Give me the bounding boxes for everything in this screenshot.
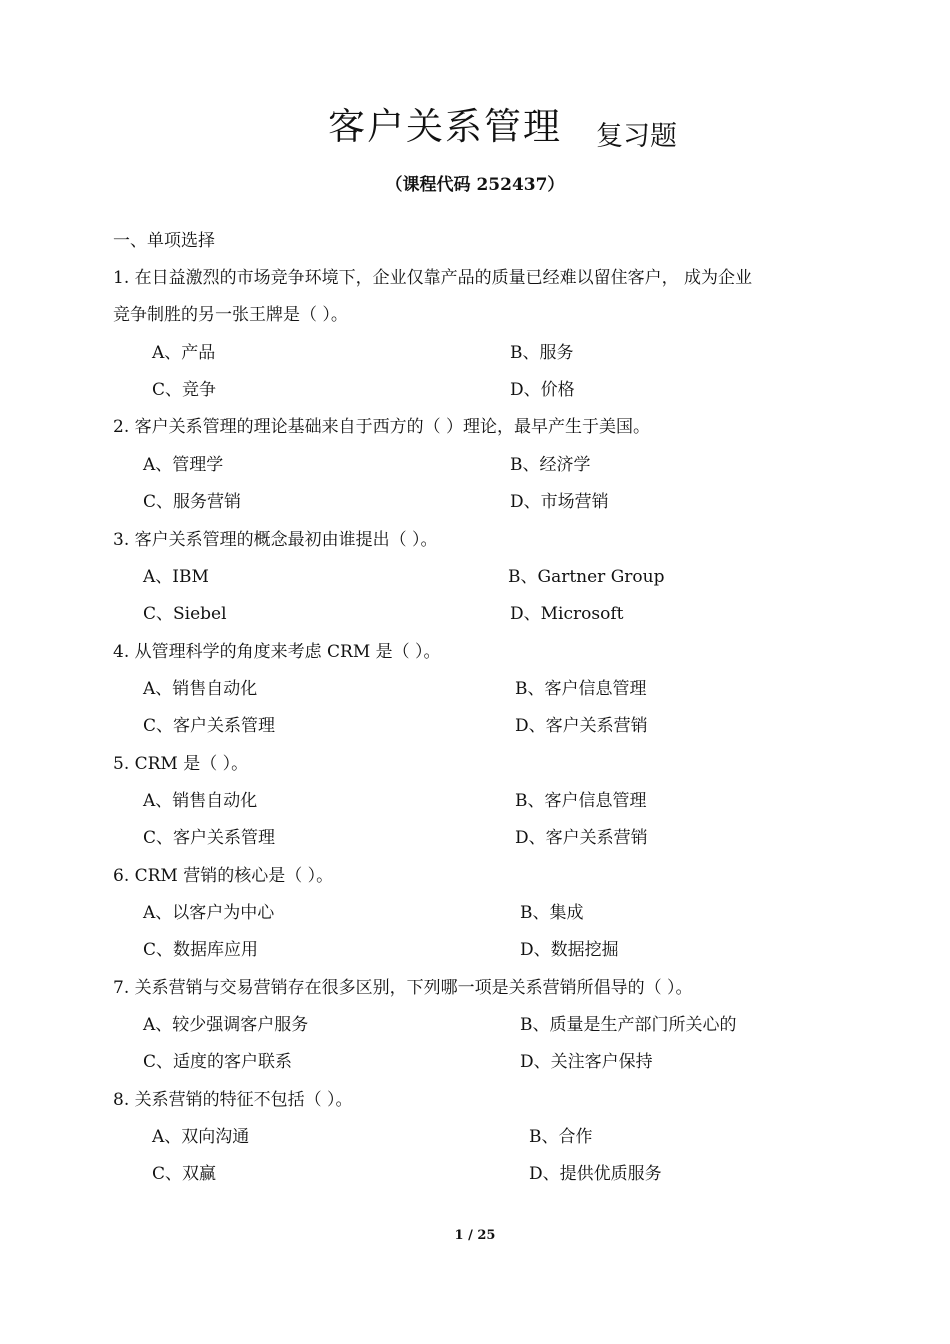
question-6: 6. CRM 营销的核心是（ ）。 [113,866,334,886]
option-4a: A、销售自动化 [143,679,258,699]
option-2c: C、服务营销 [143,492,242,512]
course-code: （课程代码 252437） [385,175,565,195]
option-8b: B、合作 [529,1127,593,1147]
question-8: 8. 关系营销的特征不包括（ ）。 [113,1090,353,1110]
option-8a: A、双向沟通 [152,1127,250,1147]
option-8d: D、提供优质服务 [529,1164,662,1184]
option-3d: D、Microsoft [510,604,624,624]
question-7: 7. 关系营销与交易营销存在很多区别，下列哪一项是关系营销所倡导的（ ）。 [113,978,693,998]
option-5d: D、客户关系营销 [515,828,648,848]
option-4b: B、客户信息管理 [515,679,647,699]
option-6c: C、数据库应用 [143,940,259,960]
page-subtitle: 复习题 [596,121,677,152]
option-1b: B、服务 [510,343,574,363]
option-3b: B、Gartner Group [508,567,665,587]
option-2b: B、经济学 [510,455,591,475]
option-4d: D、客户关系营销 [515,716,648,736]
option-5c: C、客户关系管理 [143,828,276,848]
option-7a: A、较少强调客户服务 [143,1015,309,1035]
option-4c: C、客户关系管理 [143,716,276,736]
option-8c: C、双赢 [152,1164,217,1184]
option-6d: D、数据挖掘 [520,940,619,960]
option-3a: A、IBM [143,567,209,587]
option-3c: C、Siebel [143,604,227,624]
question-4: 4. 从管理科学的角度来考虑 CRM 是（ ）。 [113,642,441,662]
question-5: 5. CRM 是（ ）。 [113,754,249,774]
section-title: 一、单项选择 [113,231,215,251]
question-1: 1. 在日益激烈的市场竞争环境下，企业仅靠产品的质量已经难以留住客户， 成为企业 [113,268,753,288]
option-1d: D、价格 [510,380,575,400]
option-1c: C、竞争 [152,380,217,400]
page-title: 客户关系管理 [328,105,562,148]
page-number: 1 / 25 [454,1228,496,1243]
question-2: 2. 客户关系管理的理论基础来自于西方的（ ）理论，最早产生于美国。 [113,417,651,437]
option-7b: B、质量是生产部门所关心的 [520,1015,737,1035]
option-6b: B、集成 [520,903,584,923]
question-1-line2: 竞争制胜的另一张王牌是（ ）。 [113,305,348,325]
option-1a: A、产品 [152,343,216,363]
option-7c: C、适度的客户联系 [143,1052,293,1072]
option-2d: D、市场营销 [510,492,609,512]
option-6a: A、以客户为中心 [143,903,275,923]
option-5b: B、客户信息管理 [515,791,647,811]
option-2a: A、管理学 [143,455,224,475]
option-7d: D、关注客户保持 [520,1052,653,1072]
question-3: 3. 客户关系管理的概念最初由谁提出（ ）。 [113,530,438,550]
title-block [0,96,950,150]
option-5a: A、销售自动化 [143,791,258,811]
